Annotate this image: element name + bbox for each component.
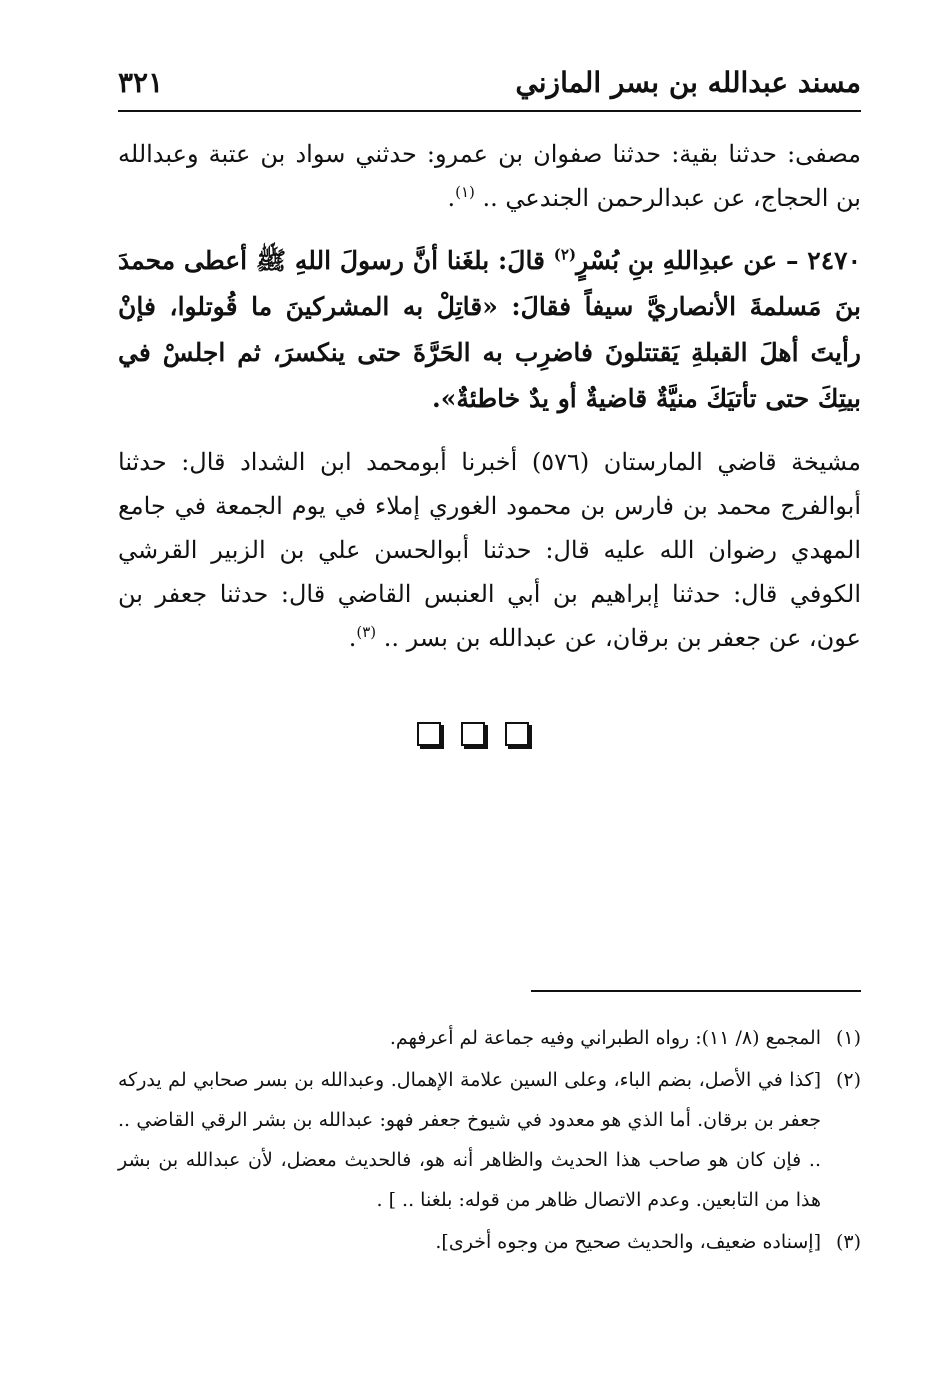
footnote-number: (١) [835, 1027, 861, 1049]
source-text: مشيخة قاضي المارستان (٥٧٦) أخبرنا أبومحمد ابن الشداد قال: حدثنا أبوالفرج محمد بن فارس بن محمود الغوري إملاء في يوم الجمعة في جامع المهدي رضوان الله عليه قال: حدثنا أبوالحسن علي بن الزبير القرشي الكوفي قال: حدثنا إبراهيم بن أبي العنبس القاضي قال: حدثنا جعفر بن عون، عن جعفر بن برقان، عن عبدالله بن بسر .. [118, 448, 861, 652]
footnote-text: [إسناده ضعيف، والحديث صحيح من وجوه أخرى]. [435, 1231, 821, 1253]
isnad-text: مصفى: حدثنا بقية: حدثنا صفوان بن عمرو: حدثني سواد بن عتبة وعبدالله بن الحجاج، عن عبدالرحمن الجندعي .. [118, 140, 861, 212]
footnote-text: [كذا في الأصل، بضم الباء، وعلى السين علامة الإهمال. وعبدالله بن بسر صحابي لم يدركه جعفر بن برقان. أما الذي هو معدود في شيوخ جعفر فهو: عبدالله بن بشر الرقي القاضي .. .. فإن كان هو صاحب هذا الحديث والظاهر أنه هو، فالحديث معضل، لأن عبدالله بن بشر هذا من التابعين. وعدم الاتصال ظاهر من قوله: بلغنا .. ] . [118, 1069, 821, 1211]
footnote-rule [531, 990, 861, 992]
separator-box-icon [505, 722, 529, 746]
footnote-number: (٢) [835, 1069, 861, 1091]
hadith-text: قالَ: بلغَنا أنَّ رسولَ اللهِ ﷺ أعطى محمدَ بنَ مَسلمةَ الأنصاريَّ سيفاً فقالَ: «قاتِلْ به المشركينَ ما قُوتلوا، فإنْ رأيتَ أهلَ القبلةِ يَقتتلونَ فاضرِب به الحَرَّةَ حتى ينكسرَ، ثم اجلسْ في بيتِكَ حتى تأتيَكَ منيَّةٌ قاضيةٌ أو يدٌ خاطئةٌ». [118, 246, 861, 413]
separator-box-icon [417, 722, 441, 746]
running-title: مسند عبدالله بن بسر المازني [515, 66, 861, 99]
hadith-number-narrator: ٢٤٧٠ – عن عبدِاللهِ بنِ بُسْرٍ [576, 246, 861, 275]
page-header [118, 58, 861, 112]
footnote-number: (٣) [835, 1231, 861, 1253]
footnote-text: المجمع (٨/ ١١): رواه الطبراني وفيه جماعة لم أعرفهم. [389, 1027, 821, 1049]
source-paragraph [118, 440, 861, 660]
footnote-3 [118, 1222, 861, 1262]
source-end: . [348, 624, 357, 652]
footnotes [118, 1018, 861, 1264]
isnad-paragraph [118, 132, 861, 220]
main-text [118, 132, 861, 678]
section-separator [0, 722, 945, 762]
footnote-2 [118, 1060, 861, 1220]
isnad-end: . [447, 184, 456, 212]
footnote-1 [118, 1018, 861, 1058]
footnote-ref-3: (٣) [356, 623, 377, 641]
footnote-ref-1: (١) [455, 183, 475, 201]
separator-box-icon [461, 722, 485, 746]
footnote-ref-2: (٢) [553, 245, 577, 264]
hadith-paragraph [118, 238, 861, 422]
page-number: ٣٢١ [118, 66, 164, 99]
